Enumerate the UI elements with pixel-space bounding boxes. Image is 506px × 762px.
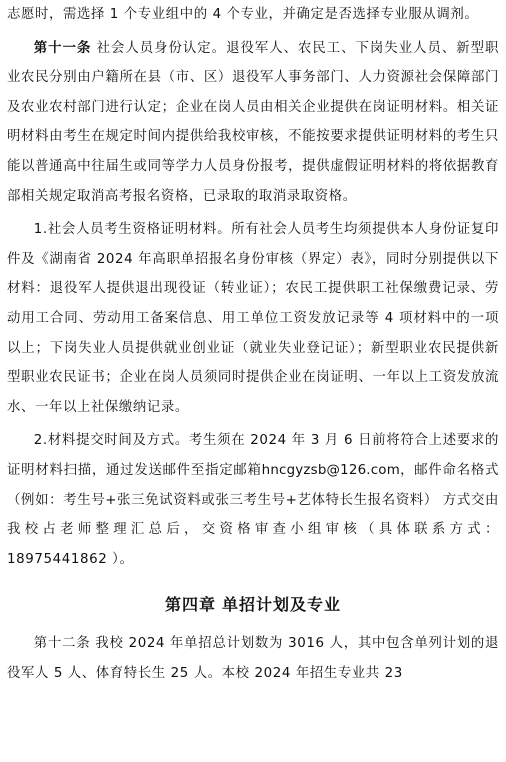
- chapter-number: 第四章: [164, 595, 216, 615]
- article-11-paragraph: [7, 30, 499, 212]
- article-11-body: 社会人员身份认定。退役军人、农民工、下岗失业人员、新型职业农民分别由户籍所在县（市、区）退役军人事务部门、人力资源社会保障部门及农业农村部门进行认定；企业在岗人员由相关企业提供在岗证明材料。相关证明材料由考生在规定时间内提供给我校审核，不能按要求提供证明材料的考生只能以普通高中往届生或同等学力人员身份报考，提供虚假证明材料的将依据教育部相关规定取消高考报名资格，已录取的取消录取资格。: [7, 40, 499, 204]
- item-2-text-b: ，邮件命名格式（例如：考生号+张三免试资料或张三考生号+艺体特长生报名资料） 方式交由我校占老师整理汇总后，交资格审查小组审核（具体联系方式：18975441862 ）。: [7, 462, 499, 567]
- article-11-item-1: 1.社会人员考生资格证明材料。所有社会人员考生均须提供本人身份证复印件及《湖南省 2024 年高职单招报名身份审核（界定）表》，同时分别提供以下材料：退役军人提供退出现役证（转业证）；农民工提供职工社保缴费记录、劳动用工合同、劳动用工备案信息、用工单位工资发放记录等 4 项材料中的一项以上；下岗失业人员提供就业创业证（就业失业登记证）；新型职业农民提供新型职业农民证书；企业在岗人员须同时提供企业在岗证明、一年以上工资发放流水、一年以上社保缴纳记录。: [7, 222, 499, 415]
- paragraph-continuation: 志愿时，需选择 1 个专业组中的 4 个专业，并确定是否选择专业服从调剂。: [7, 7, 479, 22]
- email-address: hncgyzsb@126.com: [261, 462, 400, 478]
- item-2-text-a: 2.材料提交时间及方式。考生须在 2024 年 3 月 6 日前将符合上述要求的证明材料扫描，通过发送邮件至指定邮箱: [7, 433, 499, 478]
- chapter-heading: [7, 592, 499, 615]
- article-11-item-2: [7, 422, 499, 574]
- article-12-paragraph: 第十二条 我校 2024 年单招总计划数为 3016 人，其中包含单列计划的退役军人 5 人、体育特长生 25 人。本校 2024 年招生专业共 23: [7, 636, 499, 681]
- chapter-title: 单招计划及专业: [222, 595, 342, 615]
- article-11-title: 第十一条: [33, 40, 92, 56]
